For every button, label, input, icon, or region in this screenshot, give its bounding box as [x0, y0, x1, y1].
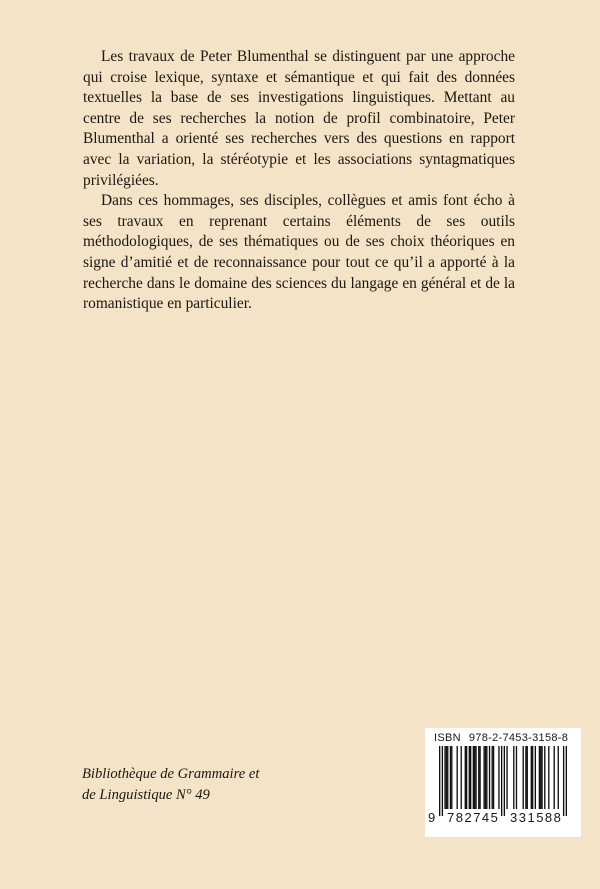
barcode-bar [544, 746, 545, 809]
barcode-bar [485, 746, 486, 809]
barcode-bar [563, 746, 564, 816]
blurb-paragraph-1: Les travaux de Peter Blumenthal se distinguent par une approche qui croise lexique, syntaxe et sémantique et qui fait des données textuelles la base de ses investigations linguistiques. Mettant au centre de ses recherches la notion de profil combinatoire, Peter Blumenthal a orienté ses recherches vers des questions en rapport avec la variation, la stéréotypie et les associations syntagmatiques privilégiées. [83, 48, 515, 189]
barcode-bar [527, 746, 528, 809]
isbn-label: ISBN [434, 732, 461, 744]
barcode-bar [470, 746, 471, 809]
blurb-paragraph-2: Dans ces hommages, ses disciples, collègues et amis font écho à ses travaux en reprenant certains éléments de ses outils méthodologiques, de ses thématiques ou de ses choix théoriques en signe d’amitié et de reconnaissance pour tout ce qu’il a apporté à la recherche dans le domaine des sciences du langage en général et de la romanistique en particulier. [83, 192, 515, 313]
barcode-bar [473, 746, 474, 809]
barcode-bar [492, 746, 493, 809]
barcode-bar [554, 746, 555, 809]
barcode-bar [444, 746, 445, 809]
barcode-bar [439, 746, 440, 816]
series-title [82, 764, 259, 806]
barcode-bar [540, 746, 541, 809]
ean-left-group: 782745 [447, 810, 500, 825]
barcode-bar [548, 746, 549, 809]
barcode-bar [493, 746, 494, 809]
barcode-bar [516, 746, 517, 809]
barcode-bar [478, 746, 479, 809]
barcode-bar [535, 746, 536, 809]
barcode-bar [469, 746, 470, 809]
series-title-line-1: Bibliothèque de Grammaire et [82, 766, 260, 782]
ean-right-group: 331588 [510, 810, 563, 825]
barcode-bar [523, 746, 524, 809]
series-title-line-2: de Linguistique N° 49 [82, 787, 210, 803]
barcode-bar [474, 746, 475, 809]
barcode-bars [439, 746, 567, 816]
barcode-bar [531, 746, 532, 809]
barcode-bar [450, 746, 451, 809]
barcode-bar [501, 746, 502, 816]
barcode-bar [541, 746, 542, 809]
barcode-bar [539, 746, 540, 809]
isbn-number: 978-2-7453-3158-8 [468, 732, 569, 744]
barcode-bar [486, 746, 487, 809]
barcode-bar [466, 746, 467, 809]
isbn-barcode [425, 728, 581, 837]
barcode-bar [461, 746, 462, 809]
barcode-bar [465, 746, 466, 809]
barcode-bar [457, 746, 458, 809]
barcode-bar [498, 746, 499, 809]
barcode-bar [566, 746, 567, 816]
barcode-bar [532, 746, 533, 809]
barcode-bar [513, 746, 514, 809]
barcode-bar [504, 746, 505, 816]
barcode-bar [442, 746, 443, 816]
isbn-text [434, 732, 574, 744]
barcode-bar [451, 746, 452, 809]
barcode-bar [489, 746, 490, 809]
back-cover-blurb [83, 47, 515, 315]
barcode-bar [479, 746, 480, 809]
barcode-bar [447, 746, 448, 809]
ean-first-digit: 9 [428, 810, 436, 825]
barcode-bar [525, 746, 526, 809]
barcode-bar [475, 746, 476, 809]
barcode-bar [558, 746, 559, 809]
barcode-bar [506, 746, 507, 809]
barcode-bar [446, 746, 447, 809]
barcode-bar [483, 746, 484, 809]
